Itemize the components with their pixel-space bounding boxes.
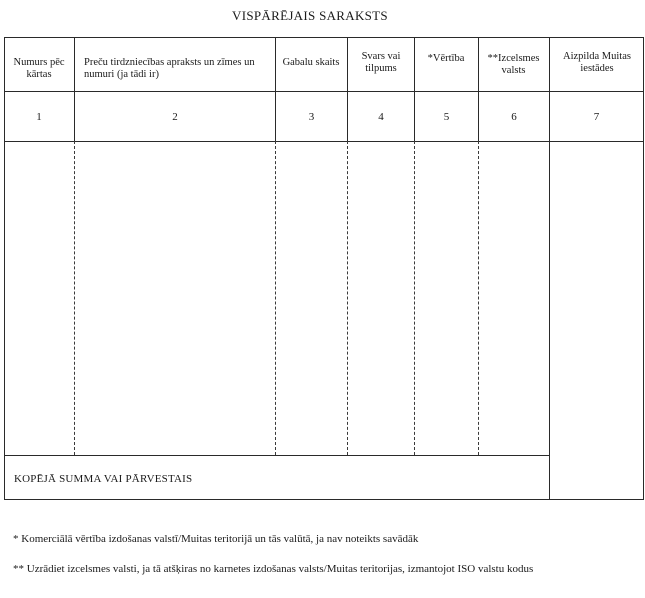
column-header-number: Numurs pēc kārtas [13,57,65,80]
table-top-border [4,37,644,38]
general-list-table [4,37,644,500]
header-divider-1 [74,37,75,141]
column-number-3: 3 [308,111,315,123]
header-divider-4 [414,37,415,141]
column-number-2: 2 [172,111,178,123]
column-header-packages: Gabalu skaits [282,57,340,68]
column-header-weight: Svars vai tilpums [361,51,401,74]
table-right-border [643,37,644,500]
table-left-border [4,37,5,500]
column-header-value: *Vērtība [427,53,465,64]
header-divider-6 [549,37,550,141]
total-row-top [4,455,550,456]
footnote-value: * Komerciālā vērtība izdošanas valstī/Muitas teritorijā un tās valūtā, ja nav noteikts savādāk [13,533,419,545]
header-divider-3 [347,37,348,141]
column-number-1: 1 [36,111,42,123]
body-divider-4 [414,141,415,455]
body-divider-3 [347,141,348,455]
body-divider-2 [275,141,276,455]
body-divider-5 [478,141,479,455]
table-bottom-border [4,499,644,500]
column-number-4: 4 [378,111,384,123]
column-number-6: 6 [511,111,517,123]
header-row-bottom [4,91,644,92]
column-number-5: 5 [443,111,450,123]
header-divider-5 [478,37,479,141]
total-sum-label: KOPĒJĀ SUMMA VAI PĀRVESTAIS [14,473,193,485]
body-divider-6 [549,141,550,499]
footnote-origin: ** Uzrādiet izcelsmes valsti, ja tā atšķiras no karnetes izdošanas valsts/Muitas teritorijas, izmantojot ISO valstu kodus [13,563,534,575]
form-title: VISPĀRĒJAIS SARAKSTS [232,8,388,23]
column-number-7: 7 [593,111,600,123]
body-divider-1 [74,141,75,455]
column-header-description: Preču tirdzniecības apraksts un zīmes un numuri (ja tādi ir) [84,57,255,80]
header-divider-2 [275,37,276,141]
column-header-origin: **Izcelsmes valsts [487,53,540,76]
number-row-bottom [4,141,644,142]
column-header-customs: Aizpilda Muitas iestādes [563,51,631,74]
